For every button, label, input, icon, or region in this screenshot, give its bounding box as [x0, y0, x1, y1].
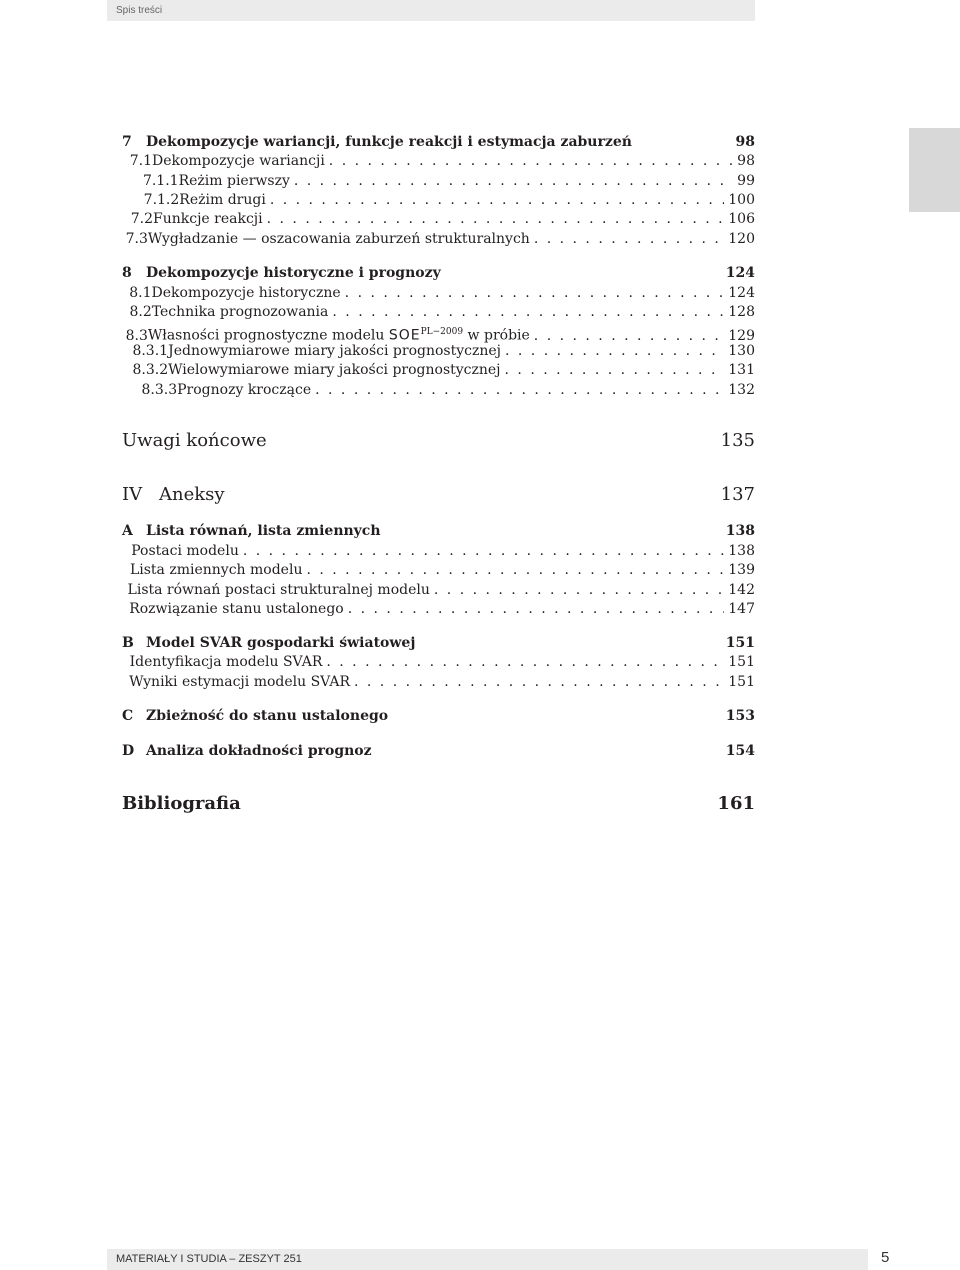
toc-section-7-2[interactable]	[122, 209, 755, 229]
toc-bibliography[interactable]	[122, 791, 755, 817]
toc-number: 8.2	[129, 304, 152, 320]
toc-title: Uwagi końcowe	[122, 430, 267, 451]
dot-leader	[332, 302, 724, 322]
toc-page: 147	[728, 601, 755, 617]
toc-entry-b2[interactable]	[122, 672, 755, 692]
toc-title: Lista równań, lista zmiennych	[146, 523, 381, 539]
toc-title-part: w próbie	[467, 327, 530, 344]
toc-appendix-d[interactable]	[122, 741, 755, 761]
dot-leader	[306, 560, 724, 580]
toc-page: 120	[728, 231, 755, 247]
toc-section-8-1[interactable]	[122, 283, 755, 303]
toc-page: 138	[728, 543, 755, 559]
dot-leader	[434, 580, 724, 600]
toc-number: IV	[122, 484, 143, 505]
toc-number: 7.2	[130, 211, 153, 227]
toc-entry-a2[interactable]	[122, 560, 755, 580]
toc-title: Model SVAR gospodarki światowej	[146, 635, 416, 651]
toc-page: 106	[728, 211, 755, 227]
toc-title: Technika prognozowania	[151, 304, 329, 320]
toc-chapter-8[interactable]	[122, 263, 755, 283]
dot-leader	[505, 341, 724, 361]
toc-page: 98	[735, 134, 755, 150]
side-tab	[909, 128, 960, 212]
toc-number: B	[122, 635, 134, 651]
toc-page: 151	[728, 654, 755, 670]
dot-leader	[329, 151, 733, 171]
toc-section-8-3[interactable]	[122, 322, 755, 342]
toc-page: 99	[737, 173, 755, 189]
toc-page: 153	[725, 708, 755, 724]
toc-page: 132	[728, 382, 755, 398]
toc-title: Wyniki estymacji modelu SVAR	[129, 674, 350, 690]
dot-leader	[534, 229, 724, 249]
toc-title-part: Własności prognostyczne modelu	[147, 327, 385, 344]
toc-number: 8	[122, 265, 132, 281]
toc-chapter-7[interactable]	[122, 132, 755, 152]
toc-subsection-8-3-3[interactable]	[122, 380, 755, 400]
toc-title: Dekompozycje wariancji, funkcje reakcji i estymacja zaburzeń	[146, 134, 632, 150]
toc-number: 7.1.1	[142, 173, 179, 189]
toc-title: Identyfikacja modelu SVAR	[129, 654, 323, 670]
toc-title: Analiza dokładności prognoz	[146, 743, 372, 759]
toc-appendix-a[interactable]	[122, 521, 755, 541]
model-superscript: PL−2009	[420, 327, 464, 337]
toc-section-7-1[interactable]	[122, 151, 755, 171]
toc-entry-a4[interactable]	[122, 599, 755, 619]
header-bar	[107, 0, 755, 21]
toc-page: 151	[728, 674, 755, 690]
toc-title: Dekompozycje historyczne i prognozy	[146, 265, 441, 281]
toc-number: 8.1	[129, 285, 152, 301]
toc-entry-b1[interactable]	[122, 652, 755, 672]
toc-title: Lista równań postaci strukturalnej modelu	[127, 582, 430, 598]
toc-title: Reżim drugi	[179, 192, 266, 208]
toc-number: C	[122, 708, 134, 724]
publication-footer: MATERIAŁY I STUDIA – ZESZYT 251	[116, 1253, 302, 1265]
dot-leader	[270, 190, 724, 210]
toc-page: 129	[728, 327, 755, 344]
toc-page: 98	[737, 153, 755, 169]
toc-title: Dekompozycje wariancji	[151, 153, 325, 169]
toc-title: Funkcje reakcji	[153, 211, 263, 227]
toc-title: Wielowymiarowe miary jakości prognostycznej	[168, 362, 501, 378]
toc-title: Lista zmiennych modelu	[129, 562, 303, 578]
toc-entry-a1[interactable]	[122, 541, 755, 561]
toc-entry-a3[interactable]	[122, 580, 755, 600]
toc-page: 100	[728, 192, 755, 208]
toc-page: 142	[728, 582, 755, 598]
toc-closing-remarks[interactable]	[122, 428, 755, 454]
toc-number: 7.1.2	[143, 192, 180, 208]
toc-title: Jednowymiarowe miary jakości prognostycznej	[168, 343, 501, 359]
toc-page: 151	[725, 635, 755, 651]
toc-title: Rozwiązanie stanu ustalonego	[129, 601, 344, 617]
toc-page: 130	[728, 343, 755, 359]
dot-leader	[267, 209, 725, 229]
toc-page: 131	[728, 362, 755, 378]
toc-part-iv[interactable]	[122, 482, 755, 508]
toc-section-7-3[interactable]	[122, 229, 755, 249]
dot-leader	[315, 380, 724, 400]
dot-leader	[354, 672, 724, 692]
toc-number: 7.1	[129, 153, 152, 169]
toc-number: A	[122, 523, 133, 539]
toc-appendix-b[interactable]	[122, 633, 755, 653]
toc-page: 138	[725, 523, 755, 539]
dot-leader	[505, 360, 725, 380]
toc-title: Dekompozycje historyczne	[151, 285, 341, 301]
toc-page: 137	[720, 484, 755, 505]
toc-number: 7	[122, 134, 132, 150]
toc-title: Prognozy kroczące	[177, 382, 312, 398]
toc-page: 135	[720, 430, 755, 451]
toc-page: 124	[725, 265, 755, 281]
model-name: SOE	[388, 327, 421, 344]
toc-subsection-7-1-2[interactable]	[122, 190, 755, 210]
toc-subsection-8-3-1[interactable]	[122, 341, 755, 361]
toc-number: 7.3	[125, 231, 148, 247]
dot-leader	[243, 541, 724, 561]
toc-title: Zbieżność do stanu ustalonego	[146, 708, 389, 724]
toc-page: 128	[728, 304, 755, 320]
toc-title: Postaci modelu	[131, 543, 239, 559]
toc-number: 8.3.3	[141, 382, 178, 398]
toc-number: 8.3	[125, 327, 148, 344]
toc-page: 124	[728, 285, 755, 301]
toc-title: Bibliografia	[122, 793, 241, 814]
toc-page: 139	[728, 562, 755, 578]
toc-number: D	[122, 743, 135, 759]
dot-leader	[326, 652, 724, 672]
toc-title: Reżim pierwszy	[178, 173, 290, 189]
page-number: 5	[881, 1249, 890, 1266]
dot-leader	[348, 599, 725, 619]
toc-page: 161	[717, 793, 755, 814]
toc-number: 8.3.2	[132, 362, 169, 378]
toc-section-8-2[interactable]	[122, 302, 755, 322]
toc-title: Aneksy	[159, 484, 225, 505]
running-header: Spis treści	[116, 5, 163, 16]
dot-leader	[345, 283, 725, 303]
toc-subsection-8-3-2[interactable]	[122, 360, 755, 380]
toc-number: 8.3.1	[132, 343, 169, 359]
dot-leader	[294, 171, 733, 191]
toc-page: 154	[725, 743, 755, 759]
toc-title: Wygładzanie — oszacowania zaburzeń strukturalnych	[147, 231, 530, 247]
toc-appendix-c[interactable]	[122, 706, 755, 726]
toc-subsection-7-1-1[interactable]	[122, 171, 755, 191]
